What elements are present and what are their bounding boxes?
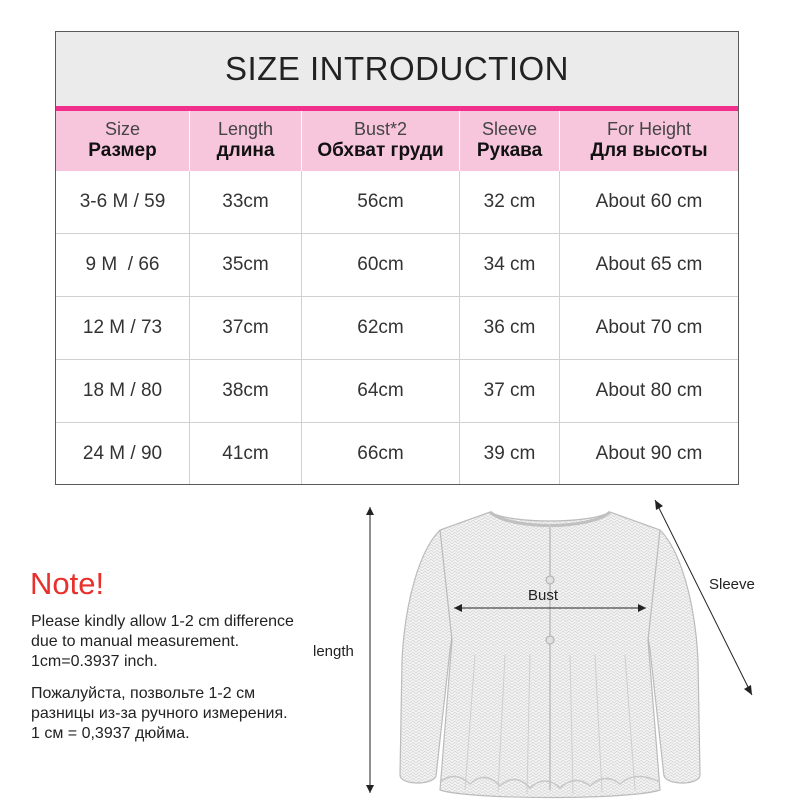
table-row: [56, 234, 738, 297]
cell-height: About 80 cm: [595, 380, 703, 401]
length-measure-arrow: [362, 505, 378, 795]
cell-length: 38cm: [190, 360, 302, 422]
cardigan-illustration: [380, 490, 760, 800]
header-length: [190, 111, 302, 171]
note-russian: [31, 684, 331, 744]
header-row: [56, 111, 738, 171]
header-bust: [302, 111, 460, 171]
header-en: Length: [217, 119, 274, 139]
cell-sleeve: 36 cm: [460, 297, 560, 359]
table-row: [56, 360, 738, 423]
cell-height: About 90 cm: [595, 442, 703, 464]
sleeve-label: Sleeve: [709, 576, 755, 593]
header-en: Bust*2: [353, 119, 408, 139]
header-en: For Height: [606, 119, 692, 139]
cell-size: 18 M / 80: [56, 360, 190, 422]
cell-height: About 60 cm: [595, 191, 703, 212]
header-sleeve: [460, 111, 560, 171]
header-en: Size: [104, 119, 140, 139]
header-ru: Рукава: [476, 140, 543, 161]
cell-length: 33cm: [190, 171, 302, 233]
note-line: Please kindly allow 1-2 cm difference: [31, 613, 294, 630]
header-en: Sleeve: [481, 119, 538, 139]
cell-sleeve: 32 cm: [460, 171, 560, 233]
header-height: [560, 111, 738, 171]
cell-size: 24 M / 90: [56, 423, 190, 484]
size-grid: [56, 111, 738, 484]
table-row: [56, 423, 738, 484]
cell-size: 12 M / 73: [56, 297, 190, 359]
length-label: length: [313, 643, 354, 660]
button: [546, 576, 554, 584]
note-line: разницы из-за ручного измерения.: [31, 705, 288, 722]
note-line: Пожалуйста, позвольте 1-2 см: [31, 685, 256, 702]
bust-label: Bust: [528, 587, 559, 604]
cell-bust: 66cm: [302, 423, 460, 484]
table-row: [56, 171, 738, 234]
cell-bust: 64cm: [302, 360, 460, 422]
button: [546, 636, 554, 644]
note-line: due to manual measurement.: [31, 633, 240, 650]
note-english: [31, 612, 331, 672]
cell-size: 9 M / 66: [56, 234, 190, 296]
table-title-bar: [56, 32, 738, 106]
table-title: SIZE INTRODUCTION: [225, 50, 569, 87]
header-size: [56, 111, 190, 171]
cell-bust: 56cm: [302, 171, 460, 233]
note-title: Note!: [30, 566, 105, 601]
cell-height: About 70 cm: [595, 317, 703, 338]
cell-length: 37cm: [190, 297, 302, 359]
cell-height: About 65 cm: [595, 254, 703, 275]
cell-bust: 60cm: [302, 234, 460, 296]
header-ru: длина: [216, 140, 275, 161]
table-row: [56, 297, 738, 360]
cell-sleeve: 34 cm: [460, 234, 560, 296]
cell-length: 35cm: [190, 234, 302, 296]
note-line: 1 см = 0,3937 дюйма.: [31, 725, 190, 742]
size-table: [55, 31, 739, 485]
header-ru: Для высоты: [590, 140, 708, 161]
note-line: 1cm=0.3937 inch.: [31, 653, 158, 670]
cell-size: 3-6 M / 59: [56, 171, 190, 233]
header-ru: Размер: [88, 140, 157, 161]
cell-sleeve: 39 cm: [460, 423, 560, 484]
measurement-diagram: [380, 490, 760, 800]
cell-length: 41cm: [190, 423, 302, 484]
cell-bust: 62cm: [302, 297, 460, 359]
header-ru: Обхват груди: [317, 140, 444, 161]
cell-sleeve: 37 cm: [460, 360, 560, 422]
